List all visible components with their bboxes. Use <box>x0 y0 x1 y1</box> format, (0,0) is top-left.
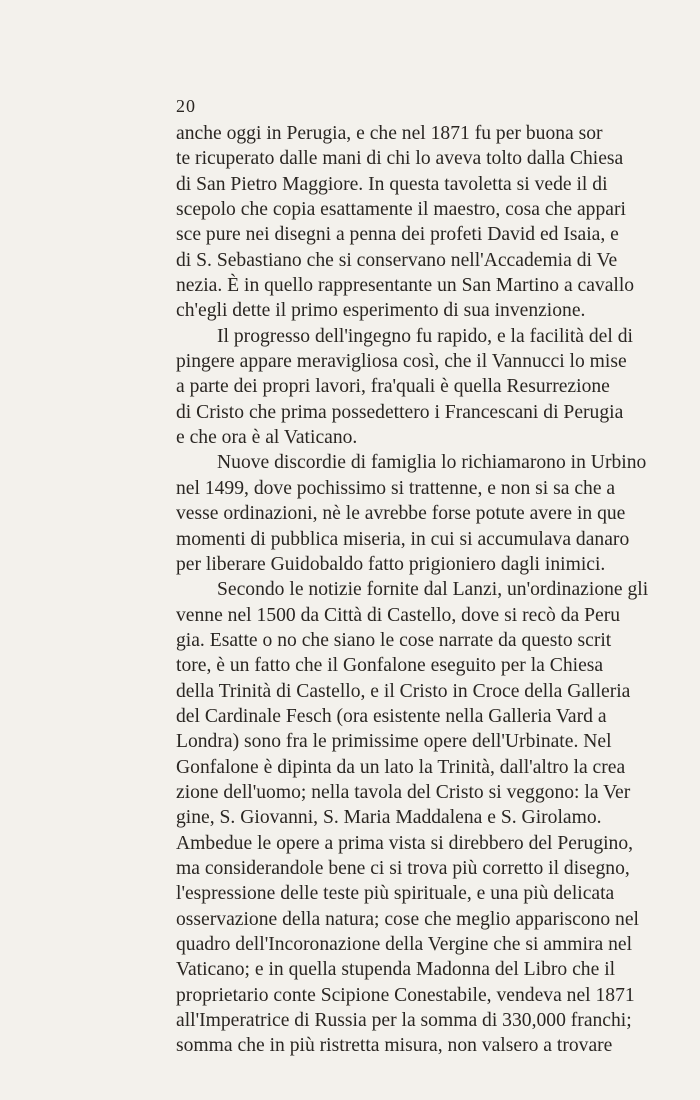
text-line: momenti di pubblica miseria, in cui si accumulava danaro <box>176 528 630 550</box>
text-line: scepolo che copia esattamente il maestro, cosa che appari <box>176 199 626 221</box>
text-line: gine, S. Giovanni, S. Maria Maddalena e S. Girolamo. <box>176 807 602 829</box>
text-line: proprietario conte Scipione Conestabile, vendeva nel 1871 <box>176 984 635 1006</box>
text-line: venne nel 1500 da Città di Castello, dove si recò da Peru <box>176 604 621 626</box>
text-line: Londra) sono fra le primissime opere dell'Urbinate. Nel <box>176 731 612 753</box>
text-line: all'Imperatrice di Russia per la somma di 330,000 franchi; <box>176 1010 632 1032</box>
text-line: del Cardinale Fesch (ora esistente nella Galleria Vard a <box>176 705 607 727</box>
text-line: sce pure nei disegni a penna dei profeti David ed Isaia, e <box>176 224 619 246</box>
text-line: anche oggi in Perugia, e che nel 1871 fu per buona sor <box>176 123 603 144</box>
text-line: Il progresso dell'ingegno fu rapido, e la facilità del di <box>217 325 633 347</box>
text-line: per liberare Guidobaldo fatto prigioniero dagli inimici. <box>176 553 606 575</box>
text-line: di Cristo che prima possedettero i Francescani di Perugia <box>176 401 624 423</box>
text-line: nezia. È in quello rappresentante un San Martino a cavallo <box>176 275 635 297</box>
text-line: te ricuperato dalle mani di chi lo aveva tolto dalla Chiesa <box>176 148 624 170</box>
text-line: somma che in più ristretta misura, non valsero a trovare <box>176 1035 613 1057</box>
text-line: osservazione della natura; cose che meglio appariscono nel <box>176 908 639 930</box>
text-line: e che ora è al Vaticano. <box>176 427 358 449</box>
text-line: a parte dei propri lavori, fra'quali è quella Resurrezione <box>176 376 610 398</box>
text-line: quadro dell'Incoronazione della Vergine che si ammira nel <box>176 934 633 955</box>
text-line: della Trinità di Castello, e il Cristo in Croce della Galleria <box>176 680 631 702</box>
text-line: di San Pietro Maggiore. In questa tavoletta si vede il di <box>176 173 608 195</box>
text-line: tore, è un fatto che il Gonfalone eseguito per la Chiesa <box>176 655 604 677</box>
text-line: Secondo le notizie fornite dal Lanzi, un'ordinazione gli <box>217 579 649 601</box>
text-line: ma considerandole bene ci si trova più corretto il disegno, <box>176 857 630 879</box>
text-line: gia. Esatte o no che siano le cose narrate da questo scrit <box>176 629 612 651</box>
text-line: zione dell'uomo; nella tavola del Cristo si veggono: la Ver <box>176 781 631 803</box>
text-line: Gonfalone è dipinta da un lato la Trinità, dall'altro la crea <box>176 756 626 778</box>
body-text <box>176 121 700 1059</box>
text-line: nel 1499, dove pochissimo si trattenne, e non si sa che a <box>176 477 616 499</box>
page-number: 20 <box>176 96 196 116</box>
text-line: Ambedue le opere a prima vista si direbbero del Perugino, <box>176 832 634 854</box>
text-line: pingere appare meravigliosa così, che il Vannucci lo mise <box>176 351 627 373</box>
text-line: di S. Sebastiano che si conservano nell'Accademia di Ve <box>176 249 618 271</box>
text-line: l'espressione delle teste più spirituale, e una più delicata <box>176 883 615 905</box>
text-line: Vaticano; e in quella stupenda Madonna del Libro che il <box>176 959 616 981</box>
text-line: Nuove discordie di famiglia lo richiamarono in Urbino <box>217 452 647 474</box>
text-line: vesse ordinazioni, nè le avrebbe forse potute avere in que <box>176 503 626 525</box>
text-line: ch'egli dette il primo esperimento di sua invenzione. <box>176 300 586 322</box>
